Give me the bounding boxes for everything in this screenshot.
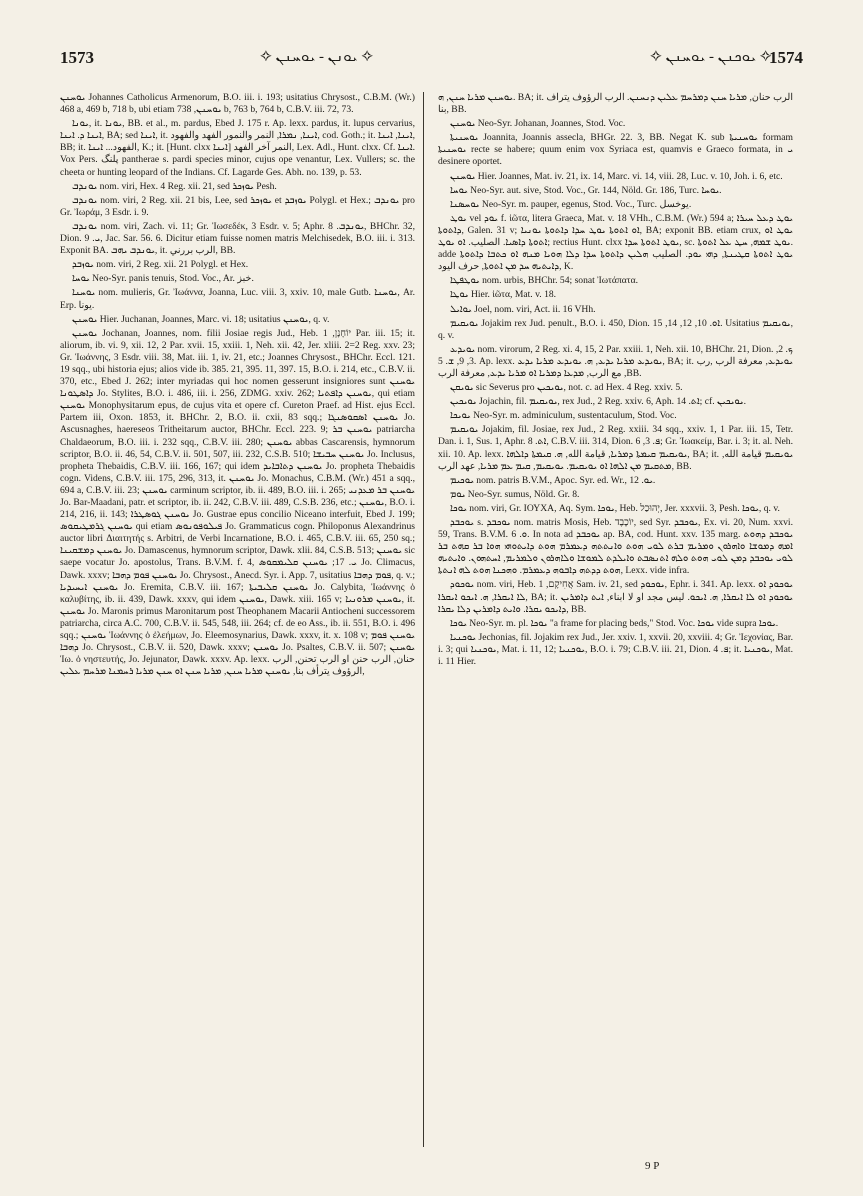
right-running-title: ✧ ܝܘܟܢܢ - ܝܘܚܢܢ ✧ bbox=[650, 49, 772, 65]
right-page-number: 1574 bbox=[769, 48, 803, 67]
dictionary-entry: ܝܘܢܕܒ nom. viri, 2 Reg. xii. 21 bis, Lee, sed ܝܘܙܟܪ et ܝܘܙܒܕ Polygl. et Hex.; ܝܘܢܕܒ pro Gr. Ἰωράμ, 3 Esdr. i. 9. bbox=[60, 194, 415, 218]
page-header bbox=[60, 48, 803, 76]
dictionary-entry: ܝܘܚܢܢ Neo-Syr. Johanan, Joannes, Stod. Voc. bbox=[450, 118, 626, 130]
dictionary-entry: ܝܘܝܩܢ sic Severus pro ܝܘܝܟܝܢ, not. c. ad Hex. 4 Reg. xxiv. 5. bbox=[450, 382, 683, 394]
dictionary-entry: ܝܘܚܢܢ Jochanan, Joannes, nom. filii Josiae regis Jud., Heb. יוֹחָנָן, 1 Par. iii. 15; it. aliorum, ib. vi. 9, xii. 12, 2 Par. xvii. 15, xxiii. 1, Neh. xii. 42, Jer. xliii. 2=2 Reg. xxv. 23; Gr. Ἰωάννης, 3 Esdr. viii. 38, Mat. iii. 1, iv. 21, etc.; Joannes Chrysost., BHChr. Eccl. 121. 19 sqq., ubi historia ejus; alios vide ib. 385. 21, 395. 11, 397. 15, B.O. i. 214, etc., C.B.V. ii. 370, etc., Ebed J. 262; inter myriadas qui hoc nomen gesserunt insigniores sunt ܝܘܚܢܢ ܕܐܣܛܘܢܐ Jo. Stylites, B.O. i. 486, iii. i. 256, ZDMG. xxiv. 262; ܝܘܚܢܢ ܕܐܦܬܝܐ, qui etiam ܝܘܚܢܢ Monophysitarum epus, de cujus vita et opere cf. Cureton Praef. ad Hist. ejus Eccl. Partem iii, Oxon. 1853, it. BHChr. 2, B.O. ii. cxii, 83 sqq.; ܝܘܚܢܢ ܐܣܩܘܣܢܓܐ Jo. Ascusnaghes, haereseos Tritheitarum auctor, BHChr. Eccl. 223. 9; ܝܘܚܢܢ ܒܪ patriarcha Chaldaeorum, B.O. iii. i. 232 sqq., C.B.V. iii. 280; ܝܘܚܢܢ abbas Cascarensis, hymnorum scriptor, B.O. ii. 46, 54, C.B.V. ii. 501, 507, iii. 232, C.S.B. 510; ܝܘܚܢܢ ܚܒܝܫܐ Jo. Inclusus, propheta Thebaidis, C.B.V. iii. 166, 167; qui idem ܝܘܚܢܢ ܕܬܐܒܐܝܕ Jo. propheta Thebaidis cogn. Videns, C.B.V. iii. 175, 296, 313, it. ܝܘܚܢܢ Jo. Monachus, C.B.M. (Wr.) 451 a sqq., 694 a, C.B.V. iii. 23; ܝܘܚܢܢ carminum scriptor, ib. ii. 489, B.O. iii. i. 265; ܝܘܚܢܢ ܒܪ ܡܥܕܢܝ Jo. Bar-Maadani, patr. et scriptor, ib. ii. 242, C.B.V. iii. 489, C.S.B. 236, etc.; ܝܘܚܢܢ, B.O. i. 214, 216, ii. 143; ܝܘܚܢܢ ܓܘܣܛܪܐ Jo. Gustrae epus concilio Niceano interfuit, Ebed J. 199; ܝܘܚܢܢ ܓܪܡܛܝܩܘܣ qui etiam ܦܝܠܘܦܘܢܘܣ Jo. Grammaticus cogn. Philoponus Alexandrinus auctor libri Διαιτητής s. Arbitri, de Verbi Incarnatione, B.O. i. 465, C.B.V. iii. 65, 250 sq.; ܝܘܚܢܢ ܕܡܫܩܝܢܐ Jo. Damascenus, hymnorum scriptor, Dawk. xlii. 84, C.S.B. 513; ܝܘܚܢܢ sic saepe vocatur Jo. apostolus, Trans. B.V.M. f. 4, ܝ. 17; ܝܘܚܢܢ ܩܠܝܡܩܘܣ Jo. Climacus, Dawk. xxxv; ܝܘܚܢܢ ܦܘܡ ܕܗܒܐ Jo. Chrysost., Anecd. Syr. i. App. 7, usitatius ܦܘܡ ܕܗܒܐ, q. v.; ܝܘܚܢܢ ܐܝܚܝܕܝܐ Jo. Eremita, C.B.V. iii. 167; ܝܘܚܢܢ ܩܠܝܒܝܬܐ Jo. Calybita, Ἰωάννης ὁ καλυβίτης, ib. ii. 439, Dawk. xxxv, qui idem ܝܘܚܢܢ, Dawk. xiii. 165 v; ܝܘܚܢܢ ܡܪܘܢܝܐ, it. ܝܘܚܢܢ Jo. Maronis primus Maronitarum post Theophanem Macarii Antiocheni successorem patriarcha, circa A.C. 700, C.B.V. ii. 545, 548, iii. 264; cf. de eo Ass., ib. ii. 551, B.O. i. 496 sqq.; ܝܘܚܢܢ Ἰωάννης ὁ ἐλεήμων, Jo. Eleemosynarius, Dawk. xxxv, it. x. 108 v; ܝܘܚܢܢ ܦܘܡ ܕܗܒܐ Jo. Chrysost., C.B.V. ii. 520, Dawk. xxxv; ܝܘܚܢܢ Jo. Psaltes, C.B.V. ii. 507; ܝܘܚܢܢ Ἰω. ὁ νηστευτής, Jo. Jejunator, Dawk. xxxv. Ap. lexx. حنان, الرب حنن او الرب تحنن, الرب الرؤوف يترأف بنا, ܝܘܚܢܢ ܡܪܝܐ ܚܢܢ, ܡܪܝܐ ܚܢܢ ܐܘ ܚܢܢ ܡܪܝܐ ܪܚܡܢܐ ܡܪܚܡ ܥܠܝܢ, bbox=[60, 327, 415, 678]
dictionary-entry: ܝܘܟܒܕ s. ܝܘܟܒܕ nom. matris Mosis, Heb. יוֹכֶבֶד, sed Syr. ܝܘܟܒܕ, Ex. vi. 20, Num. xxvi. 59, Trans. B.V.M. ܘ. 6. In nota ad ܝܘܟܒܕ ap. BA, cod. Hunt. xxv. 135 marg. ܝܘܟܒܕ ܕܗܘܬ ܐܡܗ ܕܡܘܫܐ ܘܐܗܪܘܢ ܘܡܪܝܡ ܒܪܬ ܠܘܝ ܗܘܬ ܘܐܢܬܬܗ ܕܥܡܪܡ ܗܘܬ ܕܐܝܬܘܗܝ ܗܘܐ ܒܪ ܩܗܬ ܒܪ ܠܘܝ ܝܘܟܒܕ ܕܡܢ ܠܘܝ ܗܘܬ ܘܠܗ ܐܬܢܣܒܬ ܘܐܝܠܕܬ ܠܡܘܫܐ ܘܠܐܗܪܘܢ ܘܠܡܪܝܡ, ܐܚܬܗܘܢ. ܘܐܝܬܝܗ ܗܘܬ ܕܕܬܗ ܕܐܒܘܗ ܕܥܡܪܡ. ܘܗܟܢܐ ܗܘܬ ܠܗ ܐܢܬܬܐ, Lexx. vide infra. bbox=[438, 517, 793, 577]
right-column bbox=[438, 92, 793, 1152]
dictionary-entry: ܝܘܚܢܢ Johannes Catholicus Armenorum, B.O. iii. i. 193; usitatius Chrysost., C.B.M. (Wr.) 468 a, 469 b, 718 b, ubi etiam ܝܘܚܢܢ, 738 b, 763 b, 764 b, C.B.V. iii. 72, 73. bbox=[60, 92, 415, 116]
dictionary-entry: ܝܘܟܘܕ nom. viri, Heb. אֲחִיקָם, 1 Sam. iv. 21, sed ܝܘܟܘܕ, Ephr. i. 341. Ap. lexx. ܝܘܟܘܕ ܐܘ ܠܐ ܐܝܩܪܐ, ܗ. ܐܝܟܘ ܐܝܩܪܐ, BA; it. ܝܘܟܘܕ ܐܘ ܠܐ ܐܝܩܪܐ, ܗ. ܐܝܟܘ. ليس مجد او لا ابناء, ܐܝܬ ܕܐܡܪܝܢ ܕܐܝܟܘ ܝܩܪܐ. ܘܐܝܬ ܕܐܡܪܝܢ ܕܠܐ ܝܩܪܐ, BB. bbox=[438, 579, 793, 615]
dictionary-entry: ܝܘܚܢܝܬܐ Joannita, Joannis assecla, BHGr. 22. 3, BB. Negat K. sub ܝܘܚܢܝܬܐ formam ܝܘܚܢܝܬܐ recte se habere; quum enim vox Syriaca est, quamvis e Graeco formata, in ܝ desinere oportet. bbox=[438, 132, 793, 168]
dictionary-entry: ܝܘܚܢܢ Hier. Joannes, Mat. iv. 21, ix. 14, Marc. vi. 14, viii. 28, Luc. v. 10, Joh. i. 6, etc. bbox=[450, 170, 783, 182]
dictionary-entry: ܝܘܝܟܝܢ Jojachin, fil. ܝܘܝܩܝܡ, rex Jud., 2 Reg. xxiv. 6, Aph. ܐܬ. 14; cf. ܝܘܝܟܝܢ. bbox=[450, 396, 746, 408]
dictionary-entry: ܝܘܢܕܒ nom. viri, Hex. 4 Reg. xii. 21, sed ܝܘܙܟܪ Pesh. bbox=[72, 180, 277, 192]
left-page-number: 1573 bbox=[60, 48, 94, 67]
dictionary-entry: ܝܘܚܐ Neo-Syr. panis tenuis, Stod. Voc., Ar. خبز. bbox=[72, 273, 254, 285]
dictionary-entry: ܝܘܛ vel ܝܘܕ f. ἰῶτα, litera Graeca, Mat. v. 18 VHh., C.B.M. (Wr.) 594 a; ܝܘܛ ܕܥܠ ܚܝܪܐ ܕܐܬܘܬܐ, Galen. 31 v; ܐܘ ܐܬܘܬܐ ܝܘܛ ܚܕܐ ܕܐܬܘܬܐ ܝܘܢܝܐ, BA; exponit BB. etiam crux, ܝܘܛ ܐܘ ܐܬܘܬܐ ܕܐܣܝܐ. الصليب. ܐܘ ܝܘܛ; rectius Hunt. clxx ܝܘܛ ܐܬܘܬܐ ܚܕܐ, sc. ܝܘܛ ܫܡܗ, ܚܛ ܥܠ ܐܬܘܬܐ. adde ܝܘܛ ܐܬܘܬܐ ܩܛܝܢܬܐ, ܕܗܝ ܝܘܕ. الصليب ܗܠܝܢ ܕܐܬܘܬܐ ܚܕܐ ܕܠܐ ܗܘܝܐ ܡܢܗ ܐܘ ܟܬܒܐ ܕܐܬܘܬܐ ܕܐܝܬܝܗ ܚܕ ܡܢ ܐܬܘܬܐ, حرف اليود, K. bbox=[438, 212, 793, 273]
dictionary-entry: ܝܘܚܢܢ ܡܪܝܐ ܚܢܢ, ܗ. BA; it. الرب حنان, ܡܪܝܐ ܚܢܢ ܕܡܪܚܡ ܥܠܝܢ ܕܢܚܢܢ. الرب الرؤوف يتراف بنا, BB. bbox=[438, 92, 793, 116]
dictionary-entry: ܝܘܝܩܝܡ Jojakim, fil. Josiae, rex Jud., 2 Reg. xxiii. 34 sqq., xxiv. 1, 1 Par. iii. 15, Tetr. Dan. i. 1, Sus. 1, Aphr. ܐܬ. 8, C.B.V. iii. 314, Dion. ܦ. 3, 6; Gr. Ἰωακείμ, Bar. i. 3; it. al. Neh. xii. 10. Ap. lexx. ܝܘܝܩܝܡ ܩܝܡܬܐ ܕܡܪܝܐ, قيامة الله, ܗ. ܩܝܡܬܐ ܕܐܠܗܐ, BA; it. ܝܘܝܩܝܡ قيامة الله, ܡܬܩܝܡ ܡܢ ܐܠܗܐ ܐܘ ܝܘܝܩܝܡ. ܝܘܝܩܝܡ, ܩܝܡ ܥܡ ܡܪܝܐ, عهد الرب, BB. bbox=[438, 424, 793, 472]
dictionary-entry: ܝܘܟܝܡ nom. patris B.V.M., Apoc. Syr. ed. Wr., ܝܘ. 12. bbox=[450, 474, 656, 486]
dictionary-entry: ܝܘܐܝܠ Joel, nom. viri, Act. ii. 16 VHh. bbox=[450, 303, 596, 315]
signature-mark: 9 P bbox=[645, 1160, 660, 1172]
dictionary-entry: ܝܘܟܐ nom. viri, Gr. ΙΟΥΧΑ, Aq. Sym. ܝܘܟܐ, Heb. יְהוּכַל, Jer. xxxvii. 3, Pesh. ܝܘܟܐ, q. v. bbox=[450, 502, 780, 514]
dictionary-entry: ܝܘܚܐ Neo-Syr. aut. sive, Stod. Voc., Gr. 144, Nöld. Gr. 186, Turc. ܝܘܚܐ. bbox=[450, 184, 722, 196]
dictionary-entry: ܝܘܚܣܢܐ Neo-Syr. m. pauper, egenus, Stod. Voc., Turc. يوخسل. bbox=[450, 198, 692, 210]
dictionary-entry: ܝܘܚܢܐ nom. mulieris, Gr. Ἰωάννα, Joanna, Luc. viii. 3, xxiv. 10, male Gutb. ܝܘܚܢܐ, Ar. Erp. يونا. bbox=[60, 287, 415, 311]
dictionary-entry: ܝܘܟܐ Neo-Syr. m. pl. ܝܘܟܐ "a frame for placing beds," Stod. Voc. ܝܘܟܐ vide supra ܝܘܟܐ. bbox=[450, 617, 779, 629]
dictionary-entry: ܝܘܡ Neo-Syr. sumus, Nöld. Gr. 8. bbox=[450, 488, 580, 500]
left-column bbox=[60, 92, 415, 1152]
left-running-title: ✧ ܝܘܢܢ - ܝܘܚܢܢ ✧ bbox=[260, 49, 374, 65]
dictionary-entry: ܝܘܝܕܥ nom. virorum, 2 Reg. xi. 4, 15, 2 Par. xxiii. 1, Neh. xii. 10, BHChr. 21, Dion. ܟ. 2, 3, 9, ܫ. 5. Ap. lexx. ܝܘܝܕܥ ܡܪܝܐ ܝܕܥ, ܗ. ܝܘܝܕܥ ܡܪܝܐ ܝܕܥ, BA; it. ܝܘܝܕܥ, معرفة الرب ,رب مع الرب, ܡܕܥܐ ܕܡܪܝܐ ܐܘ ܡܪܝܐ ܝܕܥ, معرفة الرب ,BB. bbox=[438, 343, 793, 379]
dictionary-entry: ܝܘܝܩܝܡ Jojakim rex Jud. penult., B.O. i. 450, Dion. ܐܘ. 10, 12, 14, 15. Usitatius ܝܘܝܩܝܡ, q. v. bbox=[438, 317, 793, 341]
dictionary-entry: ܝܘܛܦܛܐ nom. urbis, BHChr. 54; sonat Ἰωτάπατα. bbox=[450, 275, 639, 287]
dictionary-entry: ܝܘܝܟܐ Neo-Syr. m. adminiculum, sustentaculum, Stod. Voc. bbox=[450, 410, 677, 422]
dictionary-entry: ܝܘܚܢܢ Hier. Juchanan, Joannes, Marc. vi. 18; usitatius ܝܘܚܢܢ, q. v. bbox=[72, 313, 330, 325]
dictionary-entry: ܝܘܢܐ, it. ܝܘܢܐ, BB. et al., m. pardus, Ebed J. 175 r. Ap. lexx. pardus, it. lupus cervarius, ܐܝܢܐ ܕ. ܐܝܢܐ, BA; sed ܐܝܢܐ, it. ܐܝܢܐ, ܢܡܪܐ, النمر والنمور الفهد والفهود, cod. Goth.; it. ܐܝܢܐ, ܐܝܢܐ, BB; it. الفهود... ܐܝܢܐ, K.; it. [Hunt. clxx ܐܝܢܐ] النمر آخر الفهد, Lex. Adl., Hunt. clxx. Cf. ܐܝܢܐ. Vox Pers. پلنگ pantherae s. pardi species minor, cujus ope venantur, Lex. Vullers; sc. the cheeta or hunting leopard of the Indians. Cf. Lagarde Ges. Abh. no. 139, p. 53. bbox=[60, 118, 415, 178]
two-column-body bbox=[60, 92, 805, 1152]
dictionary-entry: ܝܘܢܕܒ nom. viri, Zach. vi. 11; Gr. Ἰωσεδέκ, 3 Esdr. v. 5; Aphr. ܝܘܢܕܒ. 8, BHChr. 32, Dion. ܝ. 9, Jac. Sar. 56. 6. Dicitur etiam fuisse nomen matris Melchisedek, B.O. iii. i. 313. Exponit BA. ܝܘܢܕܒ ܝܗܒ, it. الرب بررني, BB. bbox=[60, 220, 415, 257]
dictionary-entry: ܝܘܛܐ Hier. ἰῶτα, Mat. v. 18. bbox=[450, 289, 557, 301]
dictionary-entry: ܝܘܙܒܕ nom. viri, 2 Reg. xii. 21 Polygl. et Hex. bbox=[72, 259, 249, 271]
dictionary-entry: ܝܘܟܢܝܐ Jechonias, fil. Jojakim rex Jud., Jer. xxiv. 1, xxvii. 20, xxviii. 4; Gr. Ἰεχονίας, Bar. i. 3; qui ܝܘܟܢܝܐ, Mat. i. 11, 12; ܝܘܟܢܝܐ, B.O. i. 79; C.B.V. iii. 21, Dion. ܦ. 4; it. ܝܘܟܢܝܐ, Mat. i. 11 Hier. bbox=[438, 631, 793, 668]
column-divider bbox=[423, 92, 424, 1147]
